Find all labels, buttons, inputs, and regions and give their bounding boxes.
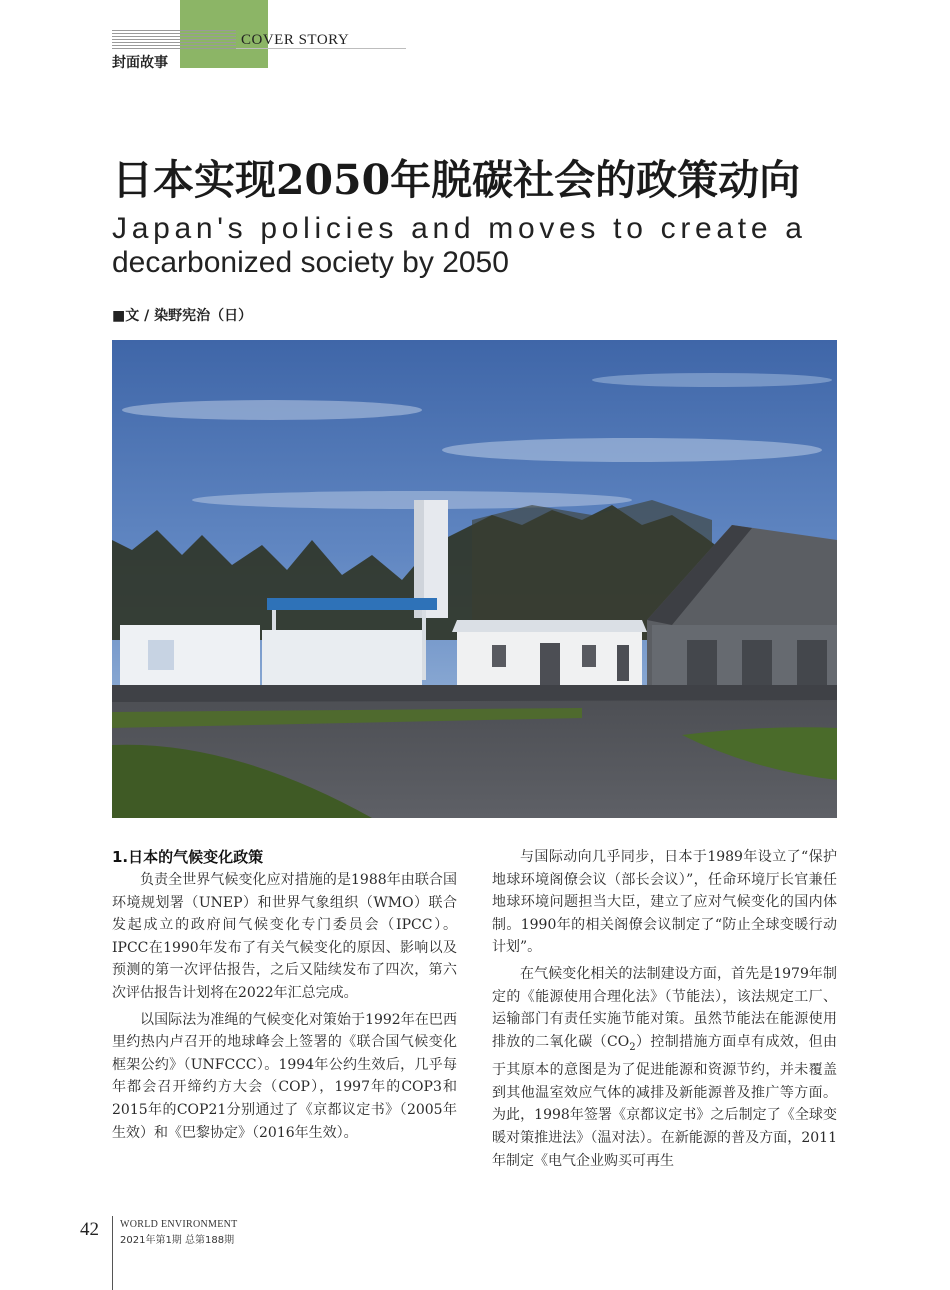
section-label-cn: 封面故事 [112, 55, 168, 71]
header-line-pattern [112, 30, 236, 50]
article-title-en-line2: decarbonized society by 2050 [112, 246, 509, 279]
page-number: 42 [80, 1219, 99, 1240]
body-column-left [112, 846, 457, 1148]
body-paragraph: 负责全世界气候变化应对措施的是1988年由联合国环境规划署（UNEP）和世界气象组织（WMO）联合发起成立的政府间气候变化专门委员会（IPCC）。IPCC在1990年发布了有关气候变化的原因、影响以及预测的第一次评估报告，之后又陆续发布了四次，第六次评估报告计划将在2022年汇总完成。 [112, 872, 457, 1001]
subscript: 2 [629, 1041, 636, 1053]
article-title-en [112, 212, 837, 280]
paragraph-text: 在气候变化相关的法制建设方面，首先是1979年制定的《能源使用合理化法》（节能法），该法规定工厂、运输部门有责任实施节能对策。虽然节能法在能源使用排放的二氧化碳（CO [492, 965, 837, 1050]
body-paragraph: 与国际动向几乎同步，日本于1989年设立了“保护地球环境阁僚会议（部长会议）”，任命环境厅长官兼任地球环境问题担当大臣，建立了应对气候变化的国内体制。1990年的相关阁僚会议制定了“防止全球变暖行动计划”。 [492, 849, 837, 956]
body-column-right [492, 846, 837, 1176]
section-label-en: COVER STORY [241, 32, 350, 48]
section-heading: 1.日本的气候变化政策 [112, 848, 264, 866]
body-paragraph [492, 963, 837, 1172]
byline: ■文 / 染野宪治（日） [112, 308, 253, 324]
article-title-cn: 日本实现2050年脱碳社会的政策动向 [112, 156, 801, 204]
footer-rule [112, 1216, 113, 1290]
journal-name: WORLD ENVIRONMENT [120, 1219, 238, 1230]
article-photo [112, 340, 837, 818]
paragraph-text: ）控制措施方面卓有成效，但由于其原本的意图是为了促进能源和资源节约，并未覆盖到其他温室效应气体的减排及新能源普及推广等方面。为此，1998年签署《京都议定书》之后制定了《全球变暖对策推进法》（温对法）。在新能源的普及方面，2011年制定《电气企业购买可再生 [492, 1033, 837, 1169]
body-paragraph: 以国际法为准绳的气候变化对策始于1992年在巴西里约热内卢召开的地球峰会上签署的《联合国气候变化框架公约》（UNFCCC）。1994年公约生效后，几乎每年都会召开缔约方大会（COP），1997年的COP3和2015年的COP21分别通过了《京都议定书》（2005年生效）和《巴黎协定》（2016年生效）。 [112, 1011, 457, 1141]
issue-info: 2021年第1期 总第188期 [120, 1235, 235, 1246]
article-title-en-line1: Japan's policies and moves to create a [112, 212, 807, 245]
